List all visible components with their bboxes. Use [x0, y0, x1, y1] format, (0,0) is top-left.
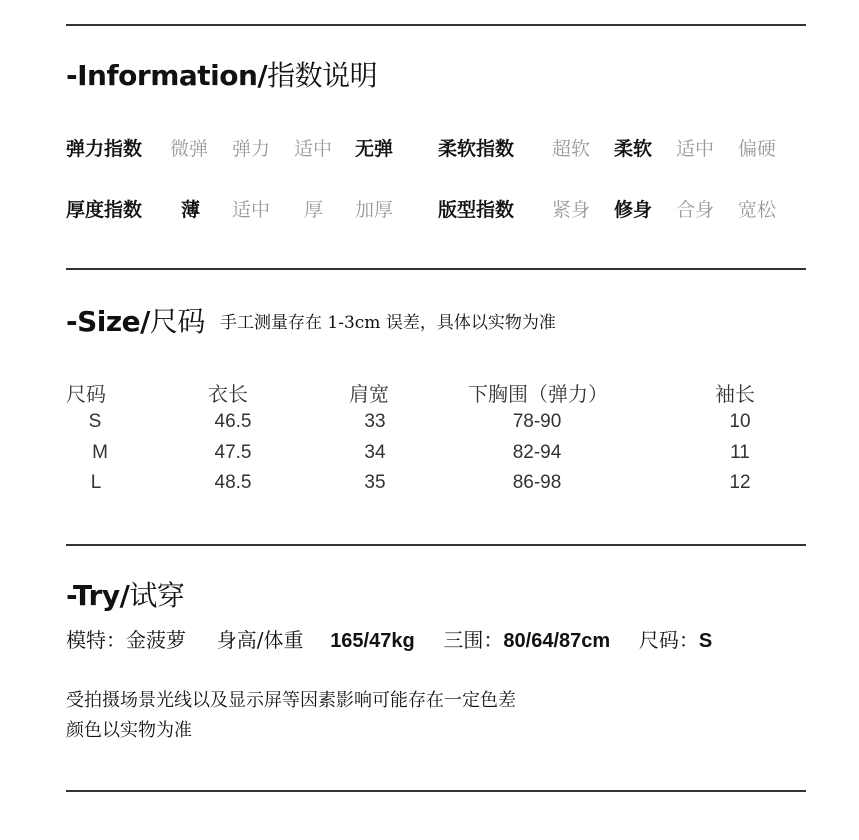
cell-shoulder: 33 — [364, 411, 386, 432]
measurements-value: 80/64/87cm — [503, 630, 611, 652]
divider-info-size — [66, 268, 806, 270]
measurements-label: 三围： — [443, 628, 504, 652]
model-label: 模特： — [66, 628, 126, 652]
header-size: 尺码 — [66, 382, 106, 406]
fit-option-1: 紧身 — [552, 199, 591, 221]
try-section-title — [66, 574, 184, 614]
table-row — [0, 472, 859, 500]
index-row-1 — [0, 134, 859, 162]
color-disclaimer-line-1: 受拍摄场景光线以及显示屏等因素影响可能存在一定色差 — [66, 690, 516, 711]
try-title-en: -Try/ — [66, 579, 130, 612]
cell-length: 48.5 — [214, 472, 252, 493]
header-length: 衣长 — [208, 382, 248, 406]
table-row — [0, 442, 859, 470]
softness-option-4: 偏硬 — [738, 138, 777, 160]
cell-sleeve: 12 — [729, 472, 751, 493]
softness-option-3: 适中 — [676, 138, 715, 160]
height-weight-label: 身高/体重 — [216, 628, 304, 652]
thickness-option-1-selected: 薄 — [181, 199, 201, 221]
fit-option-3: 合身 — [676, 199, 715, 221]
header-sleeve: 袖长 — [715, 382, 755, 406]
elasticity-index-label: 弹力指数 — [66, 138, 143, 160]
try-title-cn: 试穿 — [129, 579, 185, 612]
model-size-value: S — [698, 630, 713, 652]
thickness-option-3: 厚 — [304, 199, 324, 221]
elasticity-option-4-selected: 无弹 — [355, 138, 394, 160]
color-disclaimer-line-2: 颜色以实物为准 — [66, 720, 192, 741]
cell-underbust: 82-94 — [512, 442, 562, 463]
divider-size-try — [66, 544, 806, 546]
cell-shoulder: 34 — [364, 442, 386, 463]
model-name: 金菠萝 — [126, 628, 186, 652]
divider-top — [66, 24, 806, 26]
header-underbust: 下胸围（弹力） — [468, 382, 608, 406]
softness-index-label: 柔软指数 — [438, 138, 515, 160]
cell-underbust: 86-98 — [512, 472, 562, 493]
size-table-header — [0, 378, 859, 406]
cell-length: 46.5 — [214, 411, 252, 432]
elasticity-option-1: 微弹 — [170, 138, 209, 160]
softness-option-2-selected: 柔软 — [614, 138, 653, 160]
elasticity-option-2: 弹力 — [232, 138, 271, 160]
measurement-note: 手工测量存在 1-3cm 误差，具体以实物为准 — [220, 313, 556, 333]
cell-length: 47.5 — [214, 442, 252, 463]
size-section-title — [66, 300, 205, 340]
model-info-line — [66, 624, 712, 653]
information-title-cn: 指数说明 — [267, 59, 378, 92]
softness-option-1: 超软 — [552, 138, 591, 160]
table-row — [0, 411, 859, 439]
cell-underbust: 78-90 — [512, 411, 562, 432]
size-title-en: -Size/ — [66, 305, 150, 338]
cell-sleeve: 11 — [730, 442, 750, 463]
elasticity-option-3: 适中 — [294, 138, 333, 160]
divider-bottom — [66, 790, 806, 792]
fit-option-2-selected: 修身 — [614, 199, 653, 221]
size-title-cn: 尺码 — [149, 305, 205, 338]
cell-size: S — [88, 411, 102, 432]
information-section-title — [66, 54, 377, 94]
height-weight-value: 165/47kg — [330, 630, 415, 652]
header-shoulder: 肩宽 — [349, 382, 389, 406]
fit-option-4: 宽松 — [738, 199, 777, 221]
cell-shoulder: 35 — [364, 472, 386, 493]
cell-size: M — [92, 442, 108, 463]
fit-index-label: 版型指数 — [438, 199, 515, 221]
index-row-2 — [0, 195, 859, 223]
thickness-index-label: 厚度指数 — [66, 199, 143, 221]
model-size-label: 尺码： — [638, 628, 699, 652]
information-title-en: -Information/ — [66, 59, 268, 92]
cell-sleeve: 10 — [729, 411, 751, 432]
cell-size: L — [90, 472, 102, 493]
thickness-option-2: 适中 — [232, 199, 271, 221]
thickness-option-4: 加厚 — [355, 199, 394, 221]
